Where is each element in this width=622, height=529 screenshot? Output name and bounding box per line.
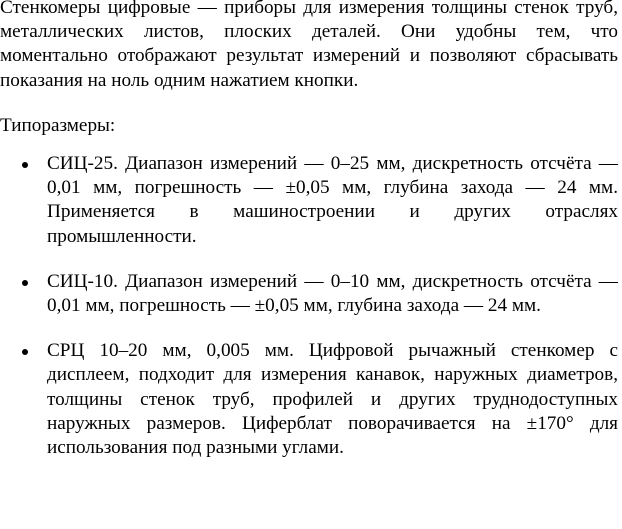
bullet-icon <box>22 162 28 168</box>
types-heading: Типоразмеры: <box>0 114 116 136</box>
list-item-text: СИЦ-25. Диапазон измерений — 0–25 мм, дискретность отсчёта — 0,01 мм, погрешность — ±0,05 мм, глубина захода — 24 мм. Применяется в машиностроении и других отраслях промышленности. <box>47 153 618 247</box>
intro-paragraph: Стенкомеры цифровые — приборы для измерения толщины стенок труб, металлических листов, плоских деталей. Они удобны тем, что моментально отображают результат измерений и позволяют сбрасывать показания на ноль одним нажатием кнопки. <box>0 0 618 91</box>
list-item <box>0 152 618 249</box>
list-item <box>0 339 618 460</box>
types-list <box>0 152 618 460</box>
list-item-text: СИЦ-10. Диапазон измерений — 0–10 мм, дискретность отсчёта — 0,01 мм, погрешность — ±0,05 мм, глубина захода — 24 мм. <box>47 270 618 317</box>
list-item-text: СРЦ 10–20 мм, 0,005 мм. Цифровой рычажный стенкомер с дисплеем, подходит для измерения канавок, наружных диаметров, толщины стенок труб, профилей и других труднодоступных наружных размеров. Циферблат поворачивается на ±170° для использования под разными углами. <box>47 340 618 459</box>
list-item <box>0 270 618 318</box>
bullet-icon <box>22 280 28 286</box>
bullet-icon <box>22 349 28 355</box>
